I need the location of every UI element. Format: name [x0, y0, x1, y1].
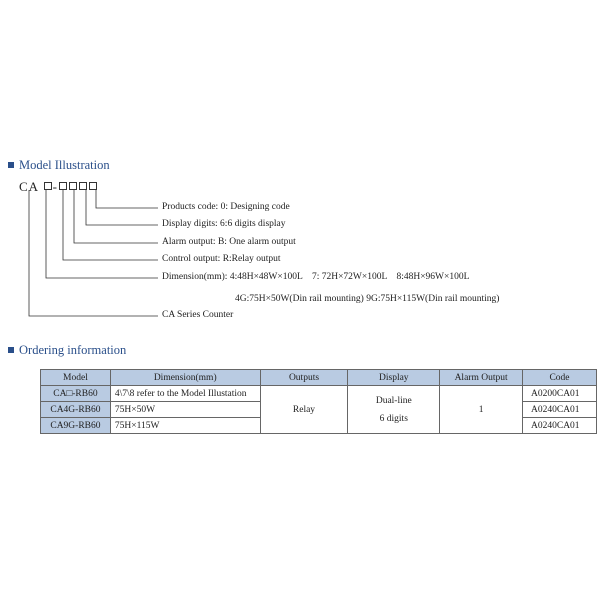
cell-model: CA4G-RB60	[41, 402, 111, 418]
note-display-digits: Display digits: 6:6 digits display	[162, 219, 286, 229]
note-products-code: Products code: 0: Designing code	[162, 202, 290, 212]
header-dimension: Dimension(mm)	[110, 370, 260, 386]
cell-outputs: Relay	[260, 386, 348, 434]
cell-dimension: 4\7\8 refer to the Model Illustation	[110, 386, 260, 402]
cell-code: A0240CA01	[523, 418, 597, 434]
cell-alarm-output: 1	[440, 386, 523, 434]
header-alarm-output: Alarm Output	[440, 370, 523, 386]
note-control-output: Control output: R:Relay output	[162, 254, 281, 264]
display-line-2: 6 digits	[379, 413, 408, 424]
header-display: Display	[348, 370, 440, 386]
header-code: Code	[523, 370, 597, 386]
cell-code: A0240CA01	[523, 402, 597, 418]
table-header-row	[41, 370, 597, 386]
square-bullet-icon	[8, 347, 14, 353]
model-code-dash: -	[52, 179, 58, 194]
display-line-1: Dual-line	[375, 395, 412, 406]
ordering-table	[40, 369, 597, 434]
note-alarm-output: Alarm output: B: One alarm output	[162, 237, 296, 247]
model-illustration-heading: Model Illustration	[8, 158, 110, 173]
note-series: CA Series Counter	[162, 310, 234, 320]
cell-model: CA9G-RB60	[41, 418, 111, 434]
note-dimension: Dimension(mm): 4:48H×48W×100L 7: 72H×72W×100L 8:48H×96W×100L	[162, 272, 470, 282]
cell-dimension: 75H×50W	[110, 402, 260, 418]
header-model: Model	[41, 370, 111, 386]
cell-dimension: 75H×115W	[110, 418, 260, 434]
note-din-rail: 4G:75H×50W(Din rail mounting) 9G:75H×115W(Din rail mounting)	[235, 294, 500, 304]
table-row	[41, 386, 597, 402]
model-code-prefix: CA	[19, 179, 39, 194]
cell-code: A0200CA01	[523, 386, 597, 402]
header-outputs: Outputs	[260, 370, 348, 386]
ordering-information-heading: Ordering information	[8, 343, 126, 358]
cell-model: CA□-RB60	[41, 386, 111, 402]
cell-display	[348, 386, 440, 434]
